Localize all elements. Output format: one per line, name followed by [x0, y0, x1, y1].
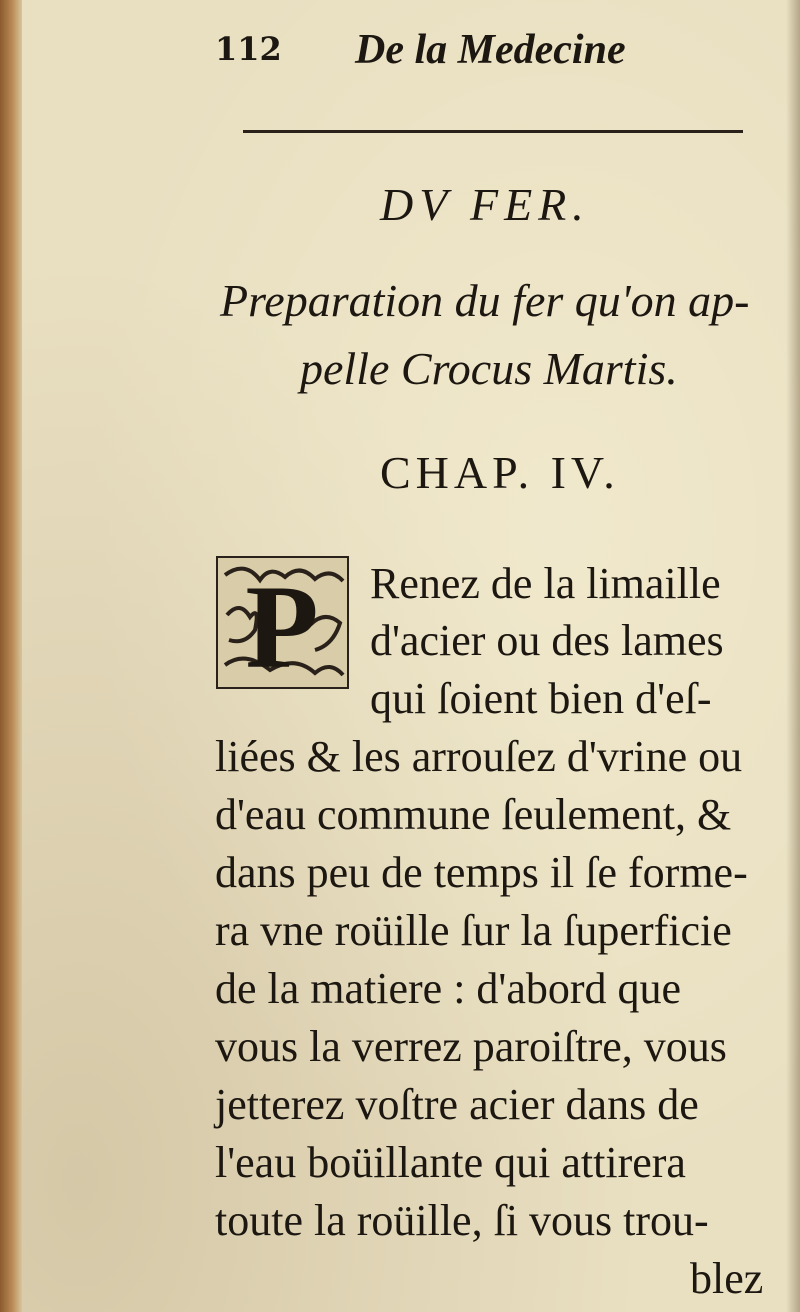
text-line: d'acier ou des lames: [370, 616, 724, 665]
page-number: 112: [215, 30, 282, 68]
page-header: [215, 24, 755, 84]
text-line: qui ſoient bien d'eſ-: [370, 674, 712, 723]
section-subtitle-line-2: pelle Crocus Martis.: [300, 343, 678, 394]
page-edge-shadow: [786, 0, 800, 1312]
header-rule: [243, 130, 743, 133]
section-title: DV FER.: [380, 179, 590, 230]
text-line: l'eau boüillante qui attirera: [215, 1138, 686, 1187]
text-line: dans peu de temps il ſe forme-: [215, 848, 748, 897]
text-line: de la matiere : d'abord que: [215, 964, 682, 1013]
text-line: Renez de la limaille: [370, 559, 721, 608]
drop-cap-letter: P: [245, 560, 319, 690]
section-subtitle-line-1: Preparation du fer qu'on ap-: [220, 275, 750, 326]
running-title: De la Medecine: [355, 27, 626, 73]
text-line: vous la verrez paroiſtre, vous: [215, 1022, 727, 1071]
text-line: d'eau commune ſeulement, &: [215, 790, 732, 839]
text-line: jetterez voſtre acier dans de: [215, 1080, 699, 1129]
book-spine: [0, 0, 22, 1312]
ornamental-drop-cap: [215, 555, 350, 690]
chapter-heading: CHAP. IV.: [380, 447, 620, 498]
text-line: ra vne roüille ſur la ſuperficie: [215, 906, 732, 955]
text-line: liées & les arrouſez d'vrine ou: [215, 732, 743, 781]
text-line: blez: [690, 1254, 764, 1303]
text-line: toute la roüille, ſi vous trou-: [215, 1196, 709, 1245]
